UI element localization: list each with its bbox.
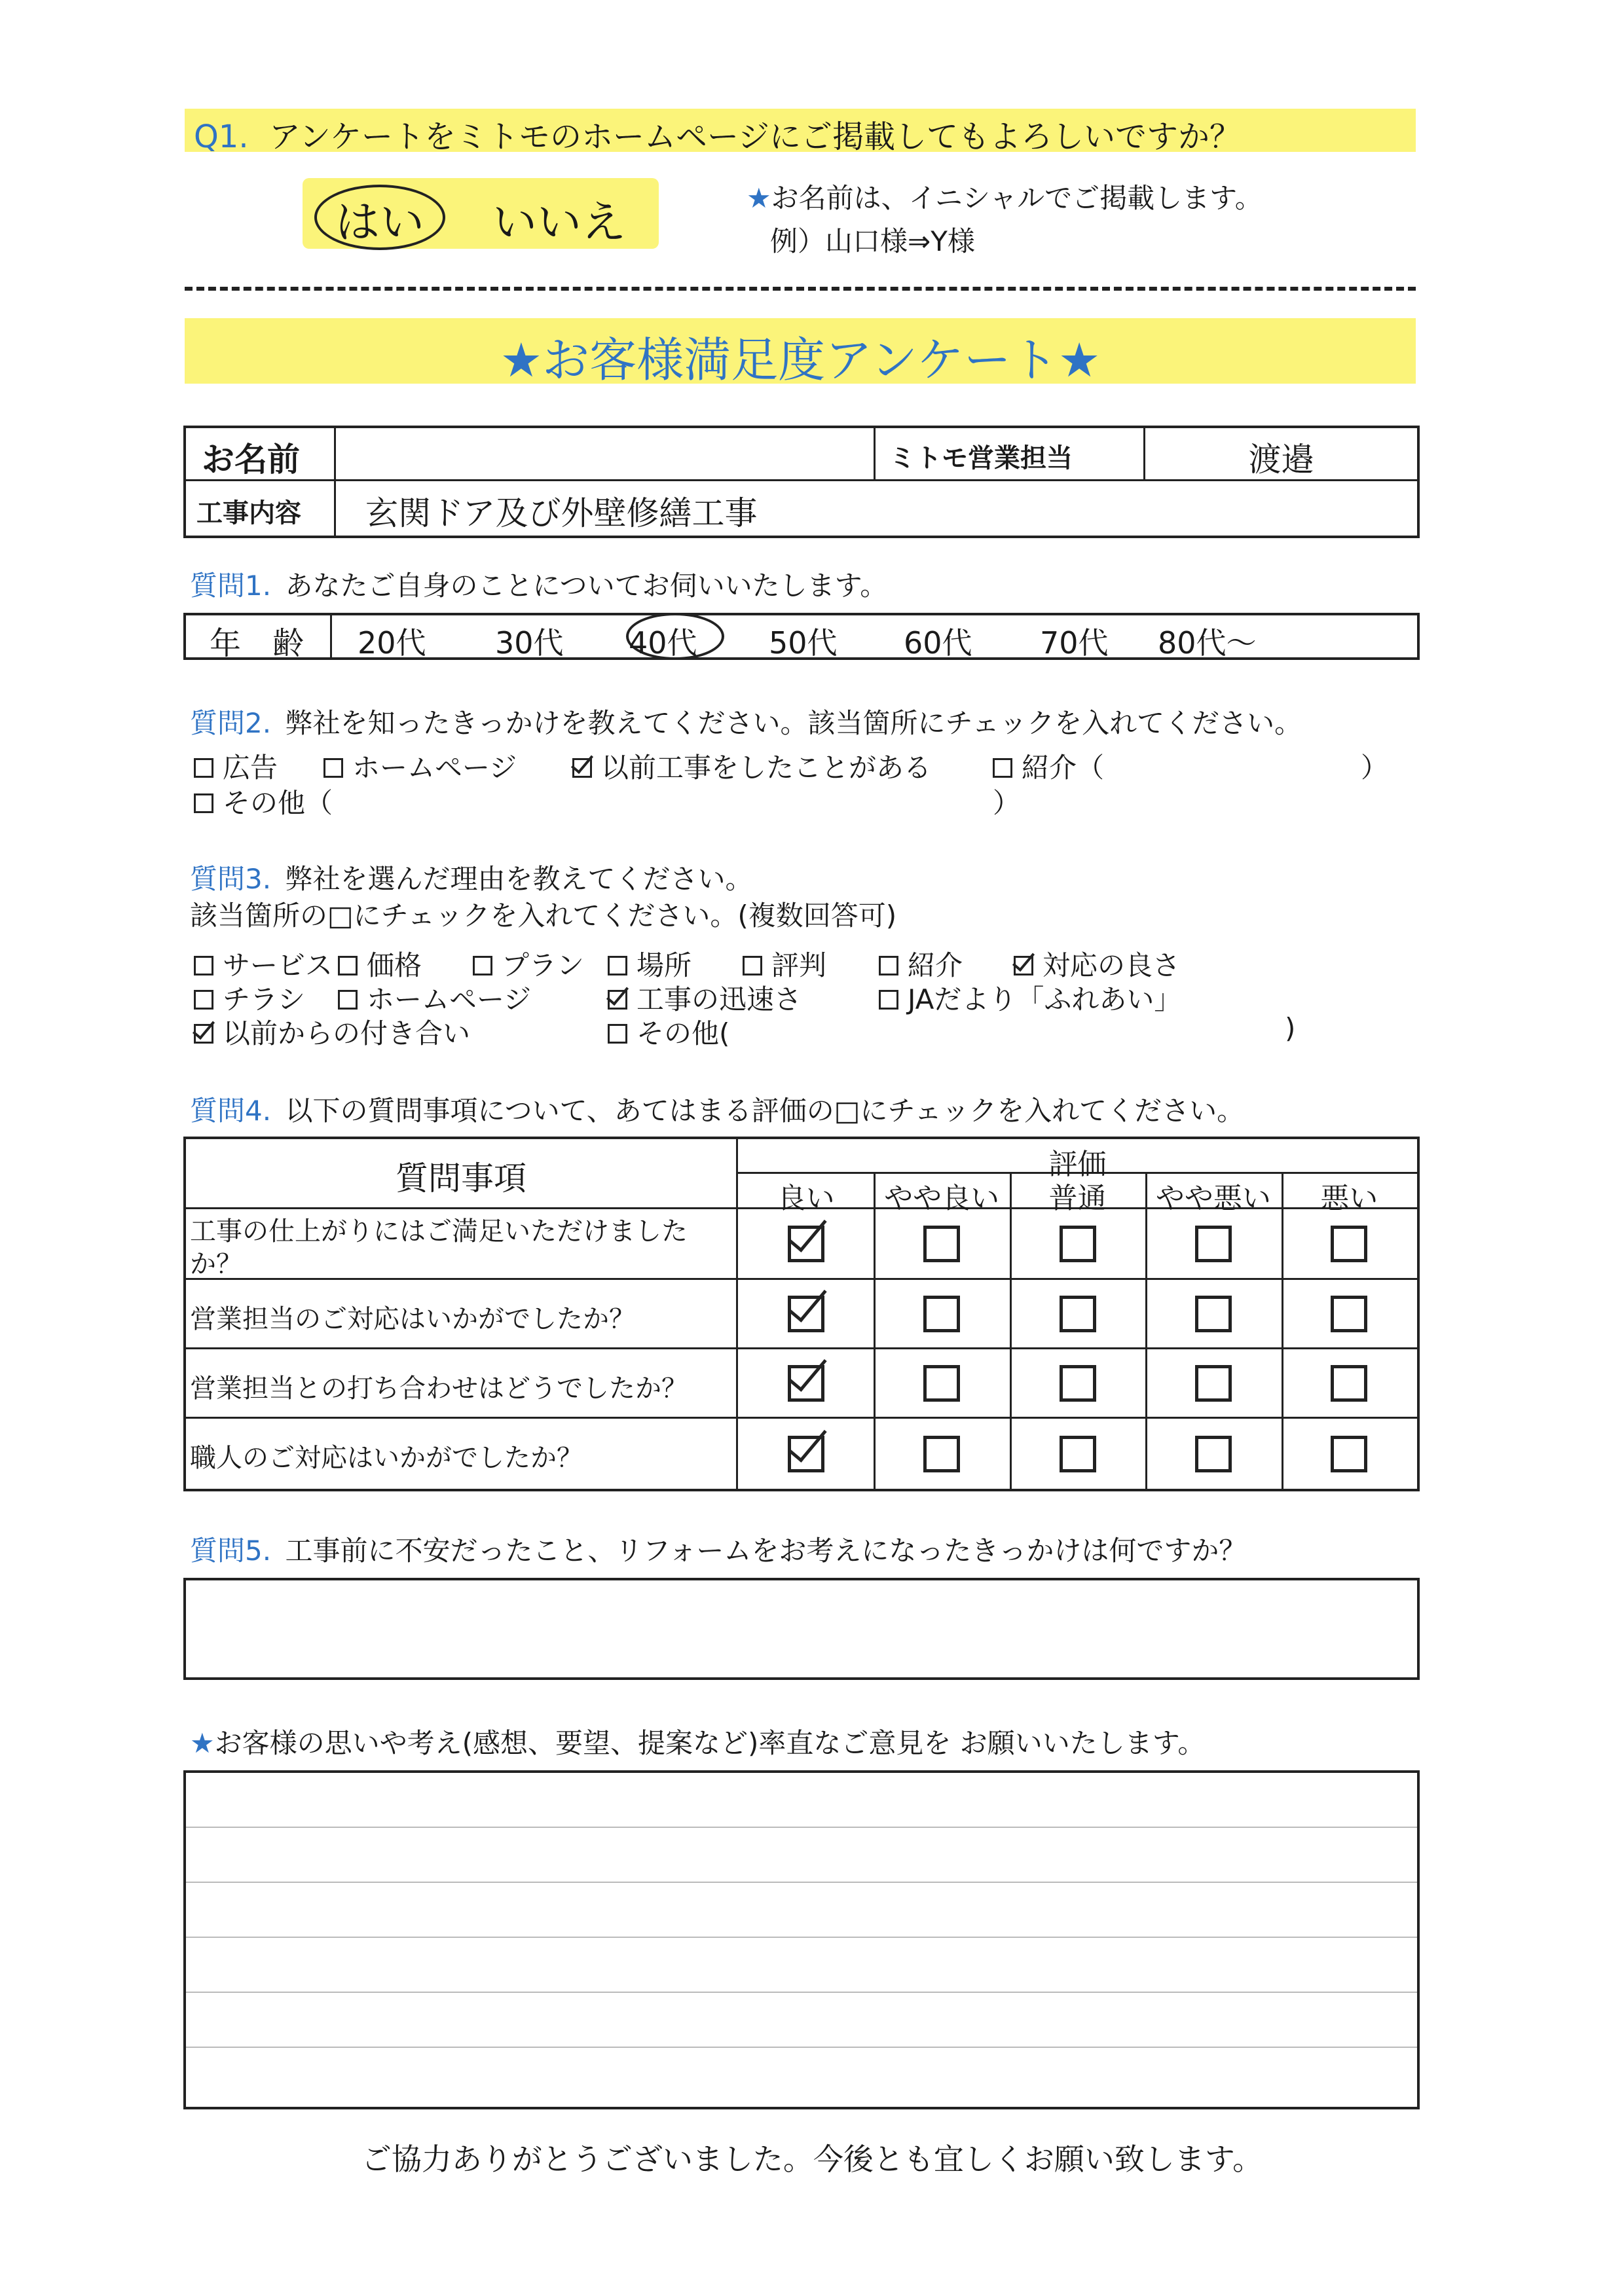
question3-option-label: ホームページ <box>367 983 532 1015</box>
question2-option-label: 広告 <box>223 752 278 784</box>
rating-header: やや悪い <box>1155 1182 1271 1215</box>
column-divider <box>1145 1172 1147 1489</box>
rating-checkbox[interactable] <box>788 1296 824 1332</box>
rating-checkbox[interactable] <box>1195 1296 1232 1332</box>
close-paren: ) <box>1285 1012 1296 1044</box>
question3-option-label: チラシ <box>223 983 306 1015</box>
age-option[interactable]: 40代 <box>629 625 697 661</box>
rating-checkbox[interactable] <box>1331 1296 1367 1332</box>
evaluation-header: 評価 <box>1048 1148 1107 1181</box>
rating-header: 普通 <box>1048 1182 1107 1215</box>
question3-option-label: 場所 <box>637 949 692 981</box>
info-table <box>183 426 1420 538</box>
divider <box>185 287 1416 291</box>
question3-option-label: 価格 <box>367 949 422 981</box>
rating-checkbox[interactable] <box>788 1436 824 1472</box>
question1-heading <box>190 564 887 604</box>
footer-message: ご協力ありがとうございました。今後とも宜しくお願い致します。 <box>361 2141 1263 2177</box>
rating-header: やや良い <box>884 1182 1000 1215</box>
rating-checkbox[interactable] <box>923 1226 960 1262</box>
question4-text: 以下の質問事項について、あてはまる評価の□にチェックを入れてください。 <box>285 1095 1245 1127</box>
name-label: お名前 <box>202 441 300 479</box>
q1-text: アンケートをミトモのホームページにご掲載してもよろしいですか？ <box>268 118 1242 155</box>
checkbox-icon[interactable] <box>993 758 1012 778</box>
question2-text: 弊社を知ったきっかけを教えてください。該当箇所にチェックを入れてください。 <box>285 707 1302 739</box>
checkbox-icon[interactable] <box>194 956 213 975</box>
question3-option-label: 評判 <box>771 949 827 981</box>
checkbox-icon[interactable] <box>194 758 213 778</box>
rating-checkbox[interactable] <box>1195 1436 1232 1472</box>
checkbox-icon[interactable] <box>338 956 358 975</box>
rating-checkbox[interactable] <box>788 1365 824 1402</box>
q1-label: Q1. <box>194 118 249 155</box>
checkbox-icon[interactable] <box>743 956 762 975</box>
question3-option[interactable] <box>338 944 422 983</box>
question2-option[interactable] <box>194 746 278 786</box>
rating-checkbox[interactable] <box>788 1226 824 1262</box>
q1-yes-label[interactable]: はい <box>335 197 425 249</box>
question-header: 質問事項 <box>396 1159 526 1197</box>
checkbox-icon[interactable] <box>473 956 492 975</box>
rating-checkbox[interactable] <box>1331 1436 1367 1472</box>
question2-option-label: 紹介（ <box>1022 752 1105 784</box>
question5-text: 工事前に不安だったこと、リフォームをお考えになったきっかけは何ですか？ <box>285 1535 1247 1567</box>
question3-option-label: 対応の良さ <box>1043 949 1181 981</box>
rating-checkbox[interactable] <box>1060 1365 1096 1402</box>
column-divider <box>1010 1172 1012 1489</box>
checkbox-icon[interactable] <box>1014 956 1033 975</box>
question2-heading <box>190 702 1302 741</box>
question3-option[interactable] <box>608 944 692 983</box>
question3-option-label: 以前からの付き合い <box>223 1017 471 1049</box>
rating-checkbox[interactable] <box>1331 1226 1367 1262</box>
staff-label: ミトモ営業担当 <box>889 443 1073 473</box>
rating-checkbox[interactable] <box>923 1365 960 1402</box>
age-option[interactable]: 80代～ <box>1158 625 1257 661</box>
rating-checkbox[interactable] <box>1195 1365 1232 1402</box>
question2-option[interactable] <box>572 746 931 786</box>
rating-question: 工事の仕上がりにはご満足いただけました <box>190 1216 688 1247</box>
opinion-answer-box[interactable] <box>183 1770 1420 2109</box>
question4-label: 質問4. <box>190 1095 272 1127</box>
column-divider <box>874 1172 876 1489</box>
checkbox-icon[interactable] <box>608 956 627 975</box>
question3-option[interactable] <box>194 944 333 983</box>
rating-question: 営業担当のご対応はいかがでしたか？ <box>190 1304 635 1334</box>
checkbox-icon[interactable] <box>879 956 898 975</box>
question2-option[interactable] <box>194 782 333 821</box>
star-icon: ★ <box>747 182 771 214</box>
rating-checkbox[interactable] <box>1060 1226 1096 1262</box>
rating-checkbox[interactable] <box>923 1296 960 1332</box>
question2-label: 質問2. <box>190 707 272 739</box>
question3-option-label: 紹介 <box>908 949 963 981</box>
question3-instruction: 該当箇所の□にチェックを入れてください。(複数回答可) <box>190 900 897 932</box>
checkbox-icon[interactable] <box>194 793 213 813</box>
staff-value: 渡邉 <box>1248 441 1314 479</box>
question3-option[interactable] <box>608 978 802 1017</box>
question2-option[interactable] <box>993 746 1104 786</box>
q1-note-example: 例）山口様⇒Y様 <box>770 225 975 257</box>
checkbox-icon[interactable] <box>338 990 358 1010</box>
question3-option-label: サービス <box>223 949 333 981</box>
age-option[interactable]: 70代 <box>1040 625 1109 661</box>
age-label: 年 齢 <box>210 625 304 662</box>
rating-checkbox[interactable] <box>923 1436 960 1472</box>
question5-answer-box[interactable] <box>183 1578 1420 1680</box>
question2-option-label: その他（ <box>223 787 333 819</box>
checkbox-icon[interactable] <box>608 1024 627 1044</box>
question3-option[interactable] <box>338 978 531 1017</box>
question1-label: 質問1. <box>190 570 272 602</box>
question3-option[interactable] <box>879 978 1181 1017</box>
age-option[interactable]: 30代 <box>495 625 564 661</box>
q1-note-line1: お名前は、イニシャルでご掲載します。 <box>771 182 1263 214</box>
rating-checkbox[interactable] <box>1060 1296 1096 1332</box>
question2-option-label: 以前工事をしたことがある <box>601 752 932 784</box>
name-field[interactable] <box>338 431 871 477</box>
rating-header: 良い <box>777 1182 835 1215</box>
rating-checkbox[interactable] <box>1195 1226 1232 1262</box>
question5-heading <box>190 1529 1246 1569</box>
question4-heading <box>190 1089 1244 1129</box>
checkbox-icon[interactable] <box>323 758 343 778</box>
rating-table <box>183 1137 1420 1491</box>
column-divider <box>1282 1172 1283 1489</box>
question3-option[interactable] <box>194 1012 470 1051</box>
question3-option-label: 工事の迅速さ <box>637 983 802 1015</box>
rating-checkbox[interactable] <box>1060 1436 1096 1472</box>
question2-option[interactable] <box>323 746 517 786</box>
page-title: ★お客様満足度アンケート★ <box>500 333 1101 388</box>
age-option[interactable]: 20代 <box>358 625 426 661</box>
question3-option-label: JAだより「ふれあい」 <box>908 983 1182 1015</box>
checkbox-icon[interactable] <box>572 758 592 778</box>
question3-heading <box>190 858 752 897</box>
close-paren: ） <box>1361 752 1389 784</box>
rating-header: 悪い <box>1320 1182 1378 1215</box>
work-value: 玄関ドア及び外壁修繕工事 <box>365 494 758 532</box>
rating-question: 営業担当との打ち合わせはどうでしたか？ <box>190 1374 688 1404</box>
age-option[interactable]: 50代 <box>769 625 838 661</box>
rating-question: 職人のご対応はいかがでしたか？ <box>190 1443 583 1473</box>
checkbox-icon[interactable] <box>194 990 213 1010</box>
checkbox-icon[interactable] <box>194 1024 213 1044</box>
question3-option-label: その他( <box>637 1017 730 1049</box>
question3-option[interactable] <box>1014 944 1180 983</box>
question3-option[interactable] <box>879 944 963 983</box>
question3-option[interactable] <box>473 944 584 983</box>
question3-option[interactable] <box>743 944 826 983</box>
work-label: 工事内容 <box>196 498 301 528</box>
question3-option[interactable] <box>608 1012 729 1051</box>
question3-option[interactable] <box>194 978 305 1017</box>
checkbox-icon[interactable] <box>879 990 898 1010</box>
opinion-heading <box>190 1722 1205 1761</box>
age-row <box>183 613 1420 660</box>
opinion-text: お客様の思いや考え(感想、要望、提案など)率直なご意見を お願いいたします。 <box>214 1727 1206 1759</box>
question3-text: 弊社を選んだ理由を教えてください。 <box>285 863 753 895</box>
q1-no-label[interactable]: いいえ <box>492 197 627 249</box>
checkbox-icon[interactable] <box>608 990 627 1010</box>
question3-label: 質問3. <box>190 863 272 895</box>
question3-option-label: プラン <box>502 949 585 981</box>
rating-question-cont: か？ <box>190 1249 242 1279</box>
question5-label: 質問5. <box>190 1535 272 1567</box>
rating-checkbox[interactable] <box>1331 1365 1367 1402</box>
age-option[interactable]: 60代 <box>904 625 972 661</box>
question1-text: あなたご自身のことについてお伺いいたします。 <box>285 570 888 602</box>
q1-note <box>747 177 1263 216</box>
question2-option-label: ホームページ <box>352 752 517 784</box>
q1-question <box>194 111 1241 156</box>
close-paren: ） <box>993 787 1021 819</box>
star-icon: ★ <box>190 1727 215 1759</box>
